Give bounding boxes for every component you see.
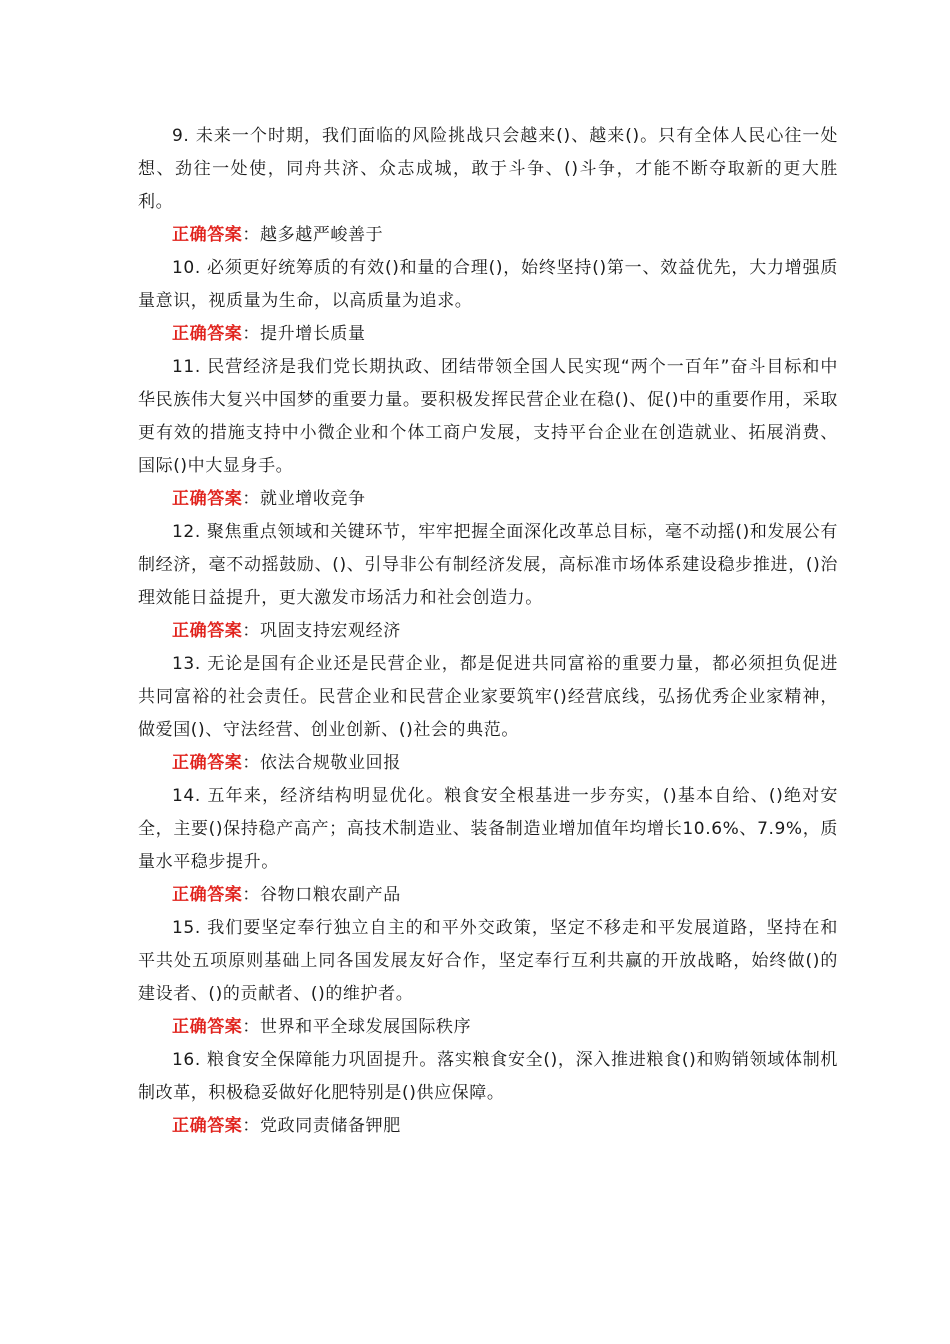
answer-separator: ： [242, 1116, 261, 1136]
answer-15 [172, 1011, 838, 1044]
answer-label: 正确答案 [172, 753, 243, 773]
question-13: 13. 无论是国有企业还是民营企业，都是促进共同富裕的重要力量，都必须担负促进共同富裕的社会责任。民营企业和民营企业家要筑牢()经营底线，弘扬优秀企业家精神，做爱国()、守法经营、创业创新、()社会的典范。 [138, 654, 838, 740]
answer-label: 正确答案 [172, 885, 243, 905]
answer-label: 正确答案 [172, 324, 243, 344]
answer-separator: ： [242, 1017, 261, 1037]
answer-separator: ： [242, 621, 261, 641]
answer-label: 正确答案 [172, 225, 243, 245]
question-16: 16. 粮食安全保障能力巩固提升。落实粮食安全()，深入推进粮食()和购销领域体制机制改革，积极稳妥做好化肥特别是()供应保障。 [138, 1050, 838, 1103]
answer-label: 正确答案 [172, 489, 243, 509]
answer-10 [172, 318, 838, 351]
answer-label: 正确答案 [172, 621, 243, 641]
answer-separator: ： [242, 489, 261, 509]
answer-label: 正确答案 [172, 1017, 243, 1037]
question-15: 15. 我们要坚定奉行独立自主的和平外交政策，坚定不移走和平发展道路，坚持在和平共处五项原则基础上同各国发展友好合作，坚定奉行互利共赢的开放战略，始终做()的建设者、()的贡献者、()的维护者。 [138, 918, 838, 1004]
answer-text: 依法合规敬业回报 [260, 753, 401, 773]
question-10: 10. 必须更好统筹质的有效()和量的合理()，始终坚持()第一、效益优先，大力增强质量意识，视质量为生命，以高质量为追求。 [138, 258, 838, 311]
answer-text: 提升增长质量 [260, 324, 366, 344]
answer-separator: ： [242, 885, 261, 905]
question-14: 14. 五年来，经济结构明显优化。粮食安全根基进一步夯实，()基本自给、()绝对安全，主要()保持稳产高产；高技术制造业、装备制造业增加值年均增长10.6%、7.9%，质量水平稳步提升。 [138, 786, 838, 872]
answer-text: 越多越严峻善于 [260, 225, 384, 245]
answer-text: 巩固支持宏观经济 [260, 621, 401, 641]
answer-12 [172, 615, 838, 648]
answer-9 [172, 219, 838, 252]
answer-text: 就业增收竞争 [260, 489, 366, 509]
answer-label: 正确答案 [172, 1116, 243, 1136]
answer-11 [172, 483, 838, 516]
answer-text: 世界和平全球发展国际秩序 [260, 1017, 472, 1037]
answer-separator: ： [242, 753, 261, 773]
question-list [138, 120, 838, 1143]
answer-text: 党政同责储备钾肥 [260, 1116, 401, 1136]
answer-separator: ： [242, 225, 261, 245]
answer-separator: ： [242, 324, 261, 344]
answer-13 [172, 747, 838, 780]
question-12: 12. 聚焦重点领域和关键环节，牢牢把握全面深化改革总目标，毫不动摇()和发展公有制经济，毫不动摇鼓励、()、引导非公有制经济发展，高标准市场体系建设稳步推进，()治理效能日益提升，更大激发市场活力和社会创造力。 [138, 522, 838, 608]
answer-text: 谷物口粮农副产品 [260, 885, 401, 905]
answer-16 [172, 1110, 838, 1143]
question-9: 9. 未来一个时期，我们面临的风险挑战只会越来()、越来()。只有全体人民心往一处想、劲往一处使，同舟共济、众志成城，敢于斗争、()斗争，才能不断夺取新的更大胜利。 [138, 126, 838, 212]
answer-14 [172, 879, 838, 912]
question-11: 11. 民营经济是我们党长期执政、团结带领全国人民实现“两个一百年”奋斗目标和中华民族伟大复兴中国梦的重要力量。要积极发挥民营企业在稳()、促()中的重要作用，采取更有效的措施支持中小微企业和个体工商户发展，支持平台企业在创造就业、拓展消费、国际()中大显身手。 [138, 357, 838, 476]
